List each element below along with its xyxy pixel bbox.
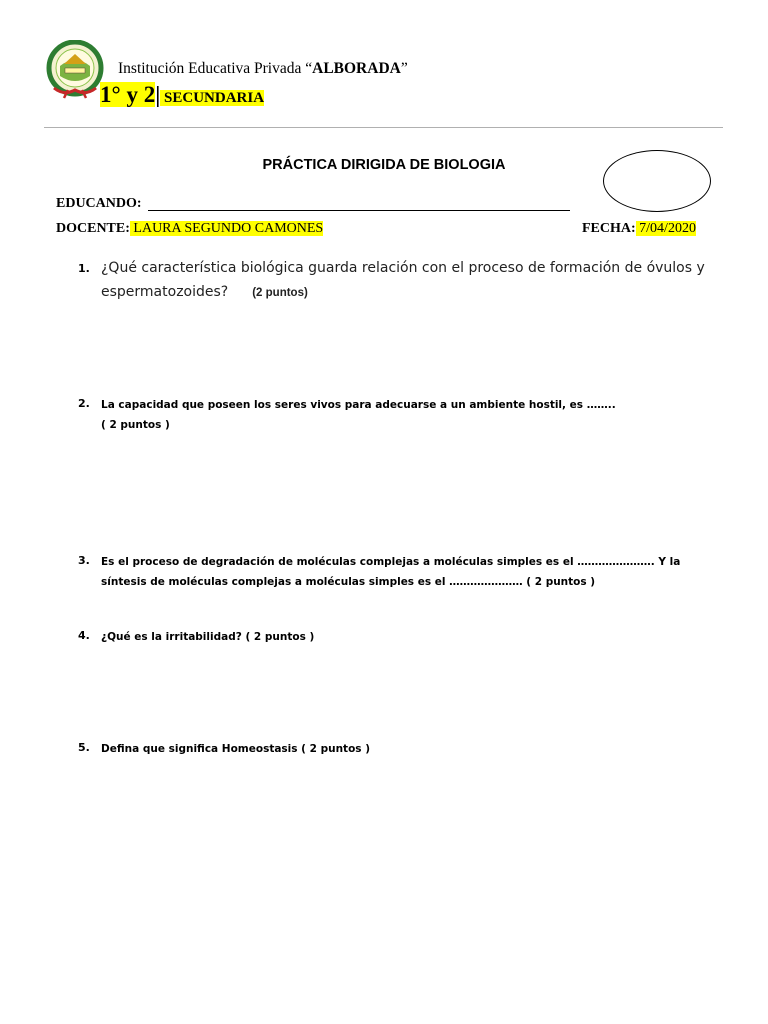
question-number: 2. [78, 397, 90, 410]
question-text: La capacidad que poseen los seres vivos para adecuarse a un ambiente hostil, es …….. [101, 399, 616, 411]
institution-suffix: ” [400, 60, 408, 77]
grade-separator: | [155, 82, 161, 107]
institution-name-bold: ALBORADA [312, 60, 401, 77]
student-name-field[interactable] [148, 210, 570, 211]
teacher-name: LAURA SEGUNDO CAMONES [129, 221, 324, 236]
question-1 [78, 256, 718, 305]
date-value: 7/04/2020 [635, 221, 696, 236]
question-number: 5. [78, 741, 90, 754]
photo-oval [603, 150, 711, 212]
question-2 [78, 395, 718, 435]
question-points: ( 2 puntos ) [101, 419, 170, 431]
student-label: EDUCANDO: [56, 196, 142, 211]
school-logo [46, 40, 104, 100]
question-text: ¿Qué característica biológica guarda relación con el proceso de formación de óvulos y espermatozoides? [101, 260, 705, 300]
question-text: Es el proceso de degradación de moléculas complejas a moléculas simples es el …………………. Y la síntesis de moléculas complejas a moléculas simples es el ………………… ( 2 puntos ) [101, 556, 681, 588]
institution-prefix: Institución Educativa Privada “ [118, 60, 313, 77]
institution-name [118, 60, 408, 78]
header-divider [44, 127, 723, 128]
page-title: PRÁCTICA DIRIGIDA DE BIOLOGIA [262, 157, 506, 173]
teacher-label: DOCENTE: [56, 221, 130, 236]
question-points: (2 puntos) [252, 287, 308, 299]
date-label: FECHA: [582, 221, 636, 236]
question-text: Defina que significa Homeostasis ( 2 puntos ) [101, 743, 370, 755]
teacher-row [56, 221, 323, 237]
question-text: ¿Qué es la irritabilidad? ( 2 puntos ) [101, 631, 315, 643]
question-number: 4. [78, 629, 90, 642]
question-4 [78, 627, 718, 647]
level-label: SECUNDARIA [160, 90, 265, 106]
date-row [582, 221, 696, 237]
question-3 [78, 552, 718, 592]
question-number: 3. [78, 554, 90, 567]
grade-line [100, 82, 264, 108]
question-5 [78, 739, 718, 759]
question-number: 1. [78, 262, 90, 275]
grade-label: 1° y 2 [100, 82, 156, 107]
